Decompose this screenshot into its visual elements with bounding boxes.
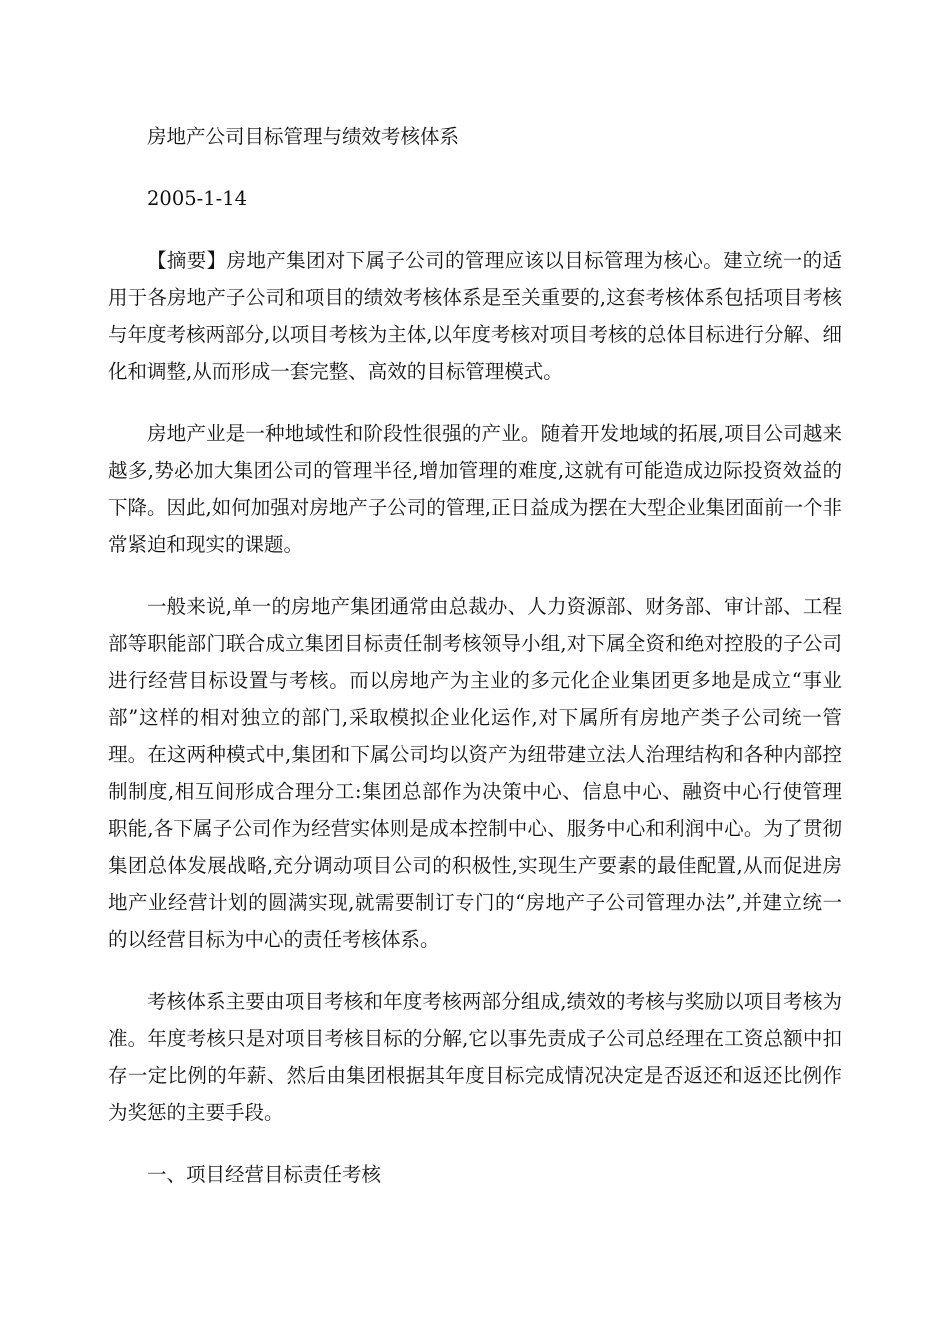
document-title: 房地产公司目标管理与绩效考核体系 bbox=[147, 125, 460, 148]
abstract-paragraph: 【摘要】房地产集团对下属子公司的管理应该以目标管理为核心。建立统一的适用于各房地产子公司和项目的绩效考核体系是至关重要的,这套考核体系包括项目考核与年度考核两部分,以项目考核为主体,以年度考核对项目考核的总体目标进行分解、细化和调整,从而形成一套完整、高效的目标管理模式。 bbox=[108, 249, 842, 383]
document-page bbox=[108, 118, 842, 1218]
body-paragraph: 一般来说,单一的房地产集团通常由总裁办、人力资源部、财务部、审计部、工程部等职能部门联合成立集团目标责任制考核领导小组,对下属全资和绝对控股的子公司进行经营目标设置与考核。而以房地产为主业的多元化企业集团更多地是成立“事业部”这样的相对独立的部门,采取模拟企业化运作,对下属所有房地产类子公司统一管理。在这两种模式中,集团和下属公司均以资产为纽带建立法人治理结构和各种内部控制制度,相互间形成合理分工:集团总部作为决策中心、信息中心、融资中心行使管理职能,各下属子公司作为经营实体则是成本控制中心、服务中心和利润中心。为了贯彻集团总体发展战略,充分调动项目公司的积极性,实现生产要素的最佳配置,从而促进房地产业经营计划的圆满实现,就需要制订专门的“房地产子公司管理办法”,并建立统一的以经营目标为中心的责任考核体系。 bbox=[108, 595, 842, 951]
document-date: 2005-1-14 bbox=[147, 187, 248, 210]
section-heading: 一、项目经营目标责任考核 bbox=[147, 1163, 382, 1186]
body-paragraph: 考核体系主要由项目考核和年度考核两部分组成,绩效的考核与奖励以项目考核为准。年度考核只是对项目考核目标的分解,它以事先责成子公司总经理在工资总额中扣存一定比例的年薪、然后由集团根据其年度目标完成情况决定是否返还和返还比例作为奖惩的主要手段。 bbox=[108, 990, 842, 1124]
body-paragraph: 房地产业是一种地域性和阶段性很强的产业。随着开发地域的拓展,项目公司越来越多,势必加大集团公司的管理半径,增加管理的难度,这就有可能造成边际投资效益的下降。因此,如何加强对房地产子公司的管理,正日益成为摆在大型企业集团面前一个非常紧迫和现实的课题。 bbox=[108, 422, 842, 556]
